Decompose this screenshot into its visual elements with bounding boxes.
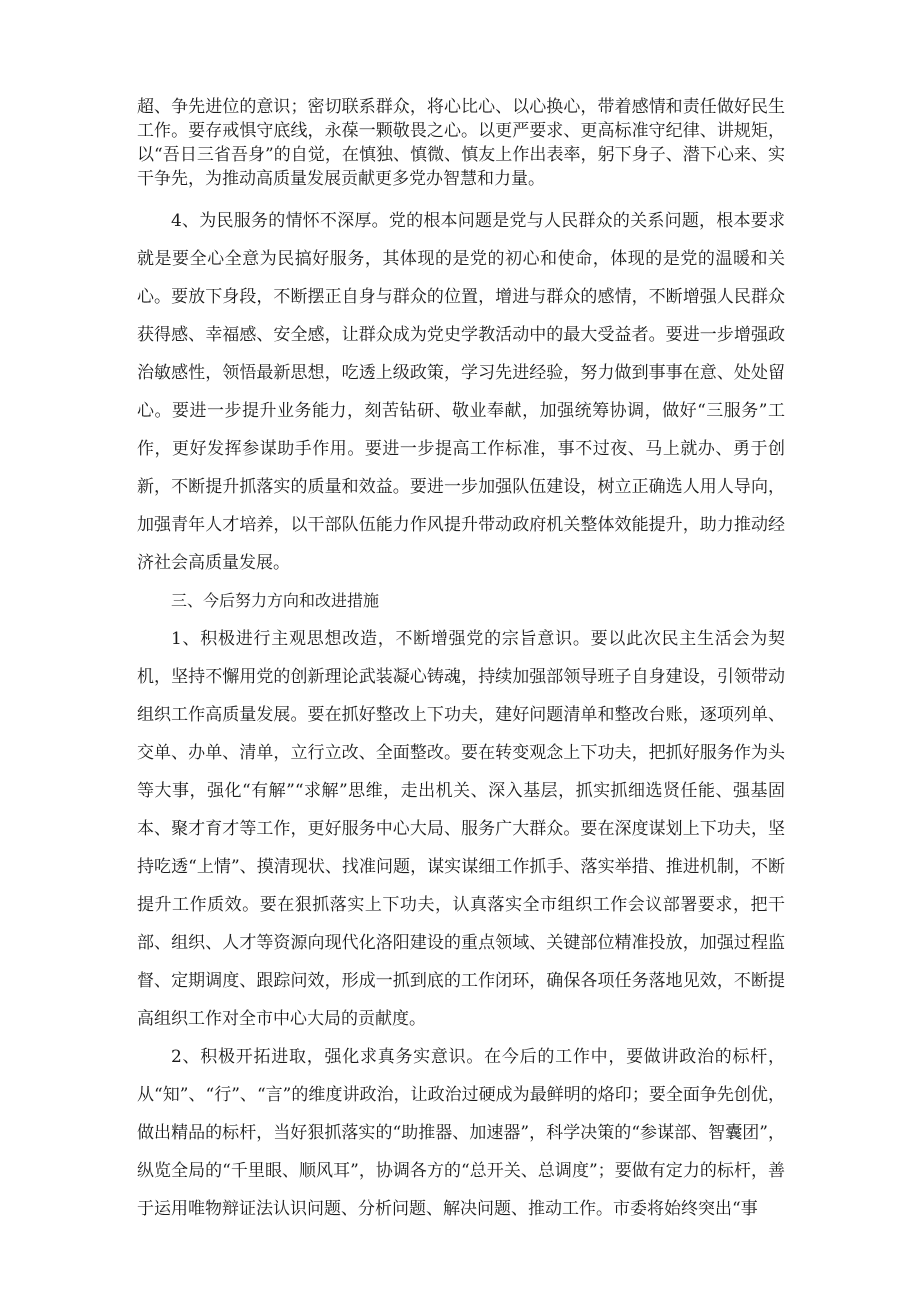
paragraph-measure-2: 2、积极开拓进取，强化求真务实意识。在今后的工作中，要做讲政治的标杆，从“知”、“行”、“言”的维度讲政治，让政治过硬成为最鲜明的烙印；要全面争先创优，做出精品的标杆，当好狠抓落实的“助推器、加速器”，科学决策的“参谋部、智囊团”，纵览全局的“千里眼、顺风耳”，协调各方的“总开关、总调度”；要做有定力的标杆，善于运用唯物辩证法认识问题、分析问题、解决问题、推动工作。市委将始终突出“事 xyxy=(137,1047,785,1219)
document-page xyxy=(137,95,785,1228)
paragraph-item-4: 4、为民服务的情怀不深厚。党的根本问题是党与人民群众的关系问题，根本要求就是要全心全意为民搞好服务，其体现的是党的初心和使命，体现的是党的温暖和关心。要放下身段，不断摆正自身与群众的位置，增进与群众的感情，不断增强人民群众获得感、幸福感、安全感，让群众成为党史学教活动中的最大受益者。要进一步增强政治敏感性，领悟最新思想，吃透上级政策，学习先进经验，努力做到事事在意、处处留心。要进一步提升业务能力，刻苦钻研、敬业奉献，加强统筹协调，做好“三服务”工作，更好发挥参谋助手作用。要进一步提高工作标准，事不过夜、马上就办、勇于创新，不断提升抓落实的质量和效益。要进一步加强队伍建设，树立正确选人用人导向，加强青年人才培养，以干部队伍能力作风提升带动政府机关整体效能提升，助力推动经济社会高质量发展。 xyxy=(137,211,785,573)
section-heading: 三、今后努力方向和改进措施 xyxy=(171,591,380,610)
paragraph-continuation: 超、争先进位的意识；密切联系群众，将心比心、以心换心，带着感情和责任做好民生工作。要存戒惧守底线，永葆一颗敬畏之心。以更严要求、更高标准守纪律、讲规矩，以“吾日三省吾身”的自觉，在慎独、慎微、慎友上作出表率，躬下身子、潜下心来、实干争先，为推动高质量发展贡献更多党办智慧和力量。 xyxy=(137,97,785,189)
paragraph-measure-1: 1、积极进行主观思想改造，不断增强党的宗旨意识。要以此次民主生活会为契机，坚持不懈用党的创新理论武装凝心铸魂，持续加强部领导班子自身建设，引领带动组织工作高质量发展。要在抓好整改上下功夫，建好问题清单和整改台账，逐项列单、交单、办单、清单，立行立改、全面整改。要在转变观念上下功夫，把抓好服务作为头等大事，强化“有解”“求解”思维，走出机关、深入基层，抓实抓细选贤任能、强基固本、聚才育才等工作，更好服务中心大局、服务广大群众。要在深度谋划上下功夫，坚持吃透“上情”、摸清现状、找准问题，谋实谋细工作抓手、落实举措、推进机制，不断提升工作质效。要在狠抓落实上下功夫，认真落实全市组织工作会议部署要求，把干部、组织、人才等资源向现代化洛阳建设的重点领域、关键部位精准投放，加强过程监督、定期调度、跟踪问效，形成一抓到底的工作闭环，确保各项任务落地见效，不断提高组织工作对全市中心大局的贡献度。 xyxy=(137,629,785,1029)
